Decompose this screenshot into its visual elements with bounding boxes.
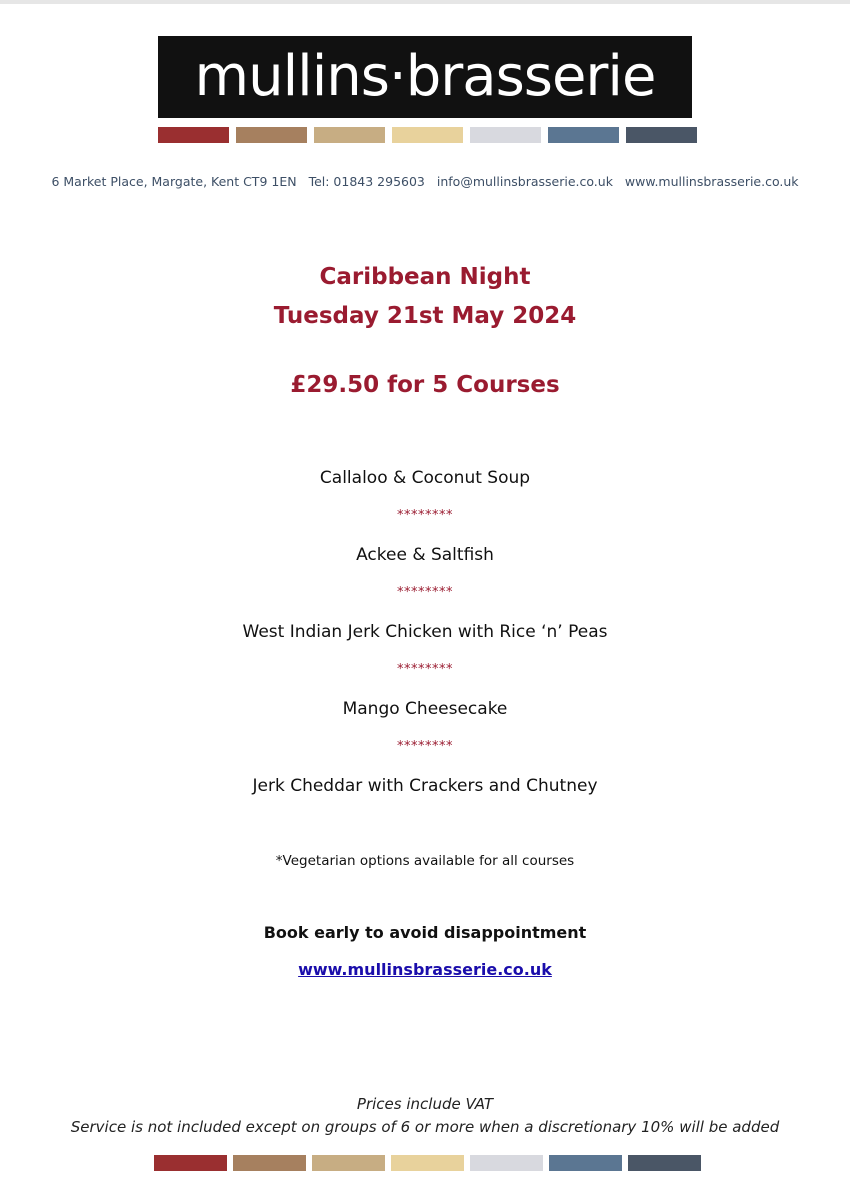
color-swatch — [392, 127, 463, 143]
email-address: info@mullinsbrasserie.co.uk — [436, 174, 613, 189]
booking-link-row — [0, 960, 850, 979]
course-1: Callaloo & Coconut Soup — [319, 468, 531, 488]
color-swatch — [548, 127, 619, 143]
vegetarian-note: *Vegetarian options available for all courses — [275, 853, 575, 869]
vat-note: Prices include VAT — [356, 1095, 494, 1113]
color-swatch-bar-bottom — [154, 1155, 701, 1171]
course-4: Mango Cheesecake — [342, 699, 508, 719]
book-early-note: Book early to avoid disappointment — [263, 923, 587, 942]
brand-logo — [158, 36, 692, 118]
color-swatch — [549, 1155, 622, 1171]
address: 6 Market Place, Margate, Kent CT9 1EN — [51, 174, 297, 189]
logo-text: mullins·brasserie — [194, 44, 656, 109]
website-address: www.mullinsbrasserie.co.uk — [624, 174, 799, 189]
color-swatch-bar-top — [158, 127, 697, 143]
color-swatch — [391, 1155, 464, 1171]
course-2: Ackee & Saltfish — [356, 545, 494, 565]
course-separator: ******** — [397, 585, 453, 600]
color-swatch — [154, 1155, 227, 1171]
top-rule — [0, 0, 850, 4]
service-note: Service is not included except on groups of 6 or more when a discretionary 10% will be added — [70, 1118, 780, 1136]
color-swatch — [233, 1155, 306, 1171]
color-swatch — [470, 127, 541, 143]
color-swatch — [626, 127, 697, 143]
event-date: Tuesday 21st May 2024 — [273, 303, 577, 329]
color-swatch — [470, 1155, 543, 1171]
course-separator: ******** — [397, 508, 453, 523]
course-3: West Indian Jerk Chicken with Rice ‘n’ Peas — [242, 622, 608, 642]
color-swatch — [628, 1155, 701, 1171]
telephone: Tel: 01843 295603 — [308, 174, 425, 189]
color-swatch — [158, 127, 229, 143]
event-title: Caribbean Night — [319, 264, 531, 290]
website-link[interactable]: www.mullinsbrasserie.co.uk — [298, 960, 552, 979]
course-separator: ******** — [397, 662, 453, 677]
color-swatch — [312, 1155, 385, 1171]
contact-line — [0, 174, 850, 189]
color-swatch — [314, 127, 385, 143]
event-price: £29.50 for 5 Courses — [290, 372, 560, 398]
course-5: Jerk Cheddar with Crackers and Chutney — [252, 776, 598, 796]
course-separator: ******** — [397, 739, 453, 754]
color-swatch — [236, 127, 307, 143]
